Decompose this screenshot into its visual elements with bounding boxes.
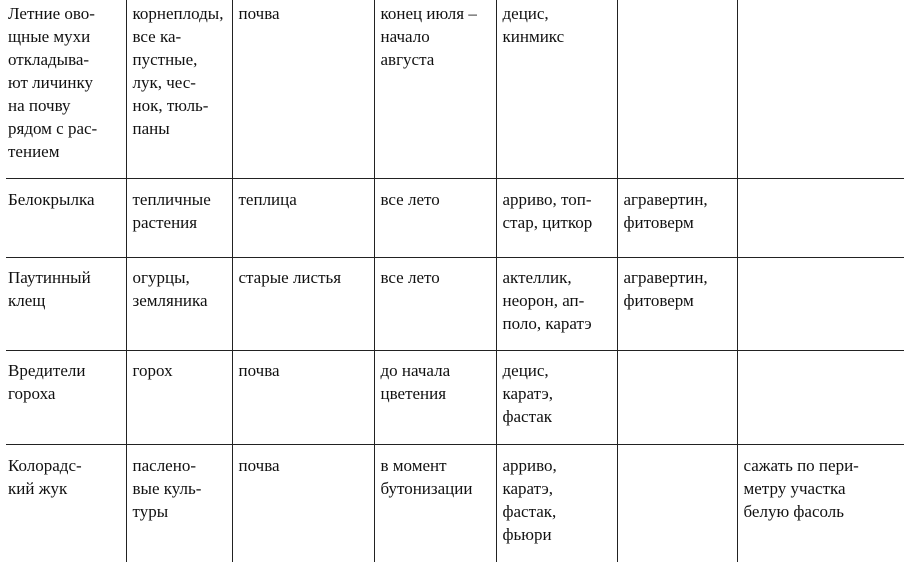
cell-note — [737, 0, 904, 179]
cell-note: сажать по пери- метру участка белую фасоль — [737, 445, 904, 562]
cell-place: почва — [232, 0, 374, 179]
cell-note — [737, 258, 904, 351]
cell-pest: Вредители гороха — [6, 351, 126, 445]
cell-plants: тепличные растения — [126, 179, 232, 258]
cell-plants: паслено- вые куль- туры — [126, 445, 232, 562]
cell-period: конец июля – начало августа — [374, 0, 496, 179]
cell-chemicals: децис, каратэ, фастак — [496, 351, 617, 445]
table-row — [6, 258, 904, 351]
table-row — [6, 0, 904, 179]
cell-chemicals: арриво, топ- стар, циткор — [496, 179, 617, 258]
cell-place: почва — [232, 351, 374, 445]
cell-period: все лето — [374, 258, 496, 351]
cell-bio — [617, 351, 737, 445]
cell-pest: Колорадс- кий жук — [6, 445, 126, 562]
cell-pest: Белокрылка — [6, 179, 126, 258]
cell-period: до начала цветения — [374, 351, 496, 445]
cell-note — [737, 351, 904, 445]
table-row — [6, 351, 904, 445]
cell-pest: Паутинный клещ — [6, 258, 126, 351]
table-row — [6, 445, 904, 562]
cell-pest: Летние ово- щные мухи откладыва- ют личинку на почву рядом с рас- тением — [6, 0, 126, 179]
cell-bio — [617, 445, 737, 562]
cell-chemicals: децис, кинмикс — [496, 0, 617, 179]
cell-plants: огурцы, земляника — [126, 258, 232, 351]
cell-bio: агравертин, фитоверм — [617, 258, 737, 351]
pest-control-table — [6, 0, 904, 562]
cell-note — [737, 179, 904, 258]
cell-plants: корнеплоды, все ка- пустные, лук, чес- нок, тюль- паны — [126, 0, 232, 179]
cell-chemicals: арриво, каратэ, фастак, фьюри — [496, 445, 617, 562]
cell-plants: горох — [126, 351, 232, 445]
cell-period: в момент бутонизации — [374, 445, 496, 562]
cell-place: почва — [232, 445, 374, 562]
cell-place: теплица — [232, 179, 374, 258]
cell-period: все лето — [374, 179, 496, 258]
cell-chemicals: актеллик, неорон, ап- поло, каратэ — [496, 258, 617, 351]
cell-bio: агравертин, фитоверм — [617, 179, 737, 258]
cell-bio — [617, 0, 737, 179]
table-row — [6, 179, 904, 258]
cell-place: старые листья — [232, 258, 374, 351]
